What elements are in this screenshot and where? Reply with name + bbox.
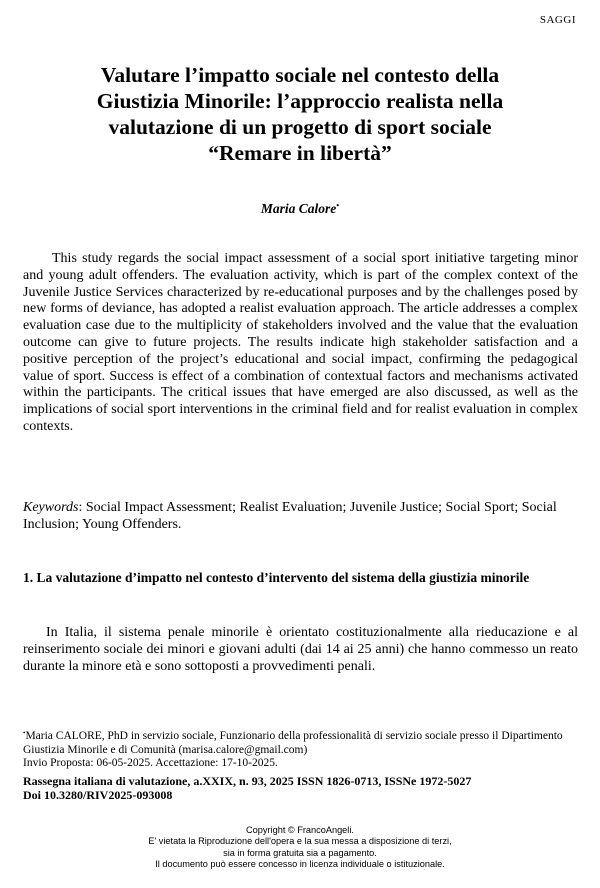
section-heading: 1. La valutazione d’impatto nel contesto d’intervento del sistema della giustizia minorile bbox=[23, 570, 530, 585]
keywords bbox=[23, 499, 578, 533]
copyright-notice bbox=[0, 825, 600, 871]
journal-doi: Doi 10.3280/RIV2025-093008 bbox=[23, 788, 173, 802]
author-byline bbox=[0, 201, 600, 217]
abstract: This study regards the social impact assessment of a social sport initiative targeting minor and young adult offenders. The evaluation activity, which is part of the complex context of the Juvenile Justice Services characterized by re-educational purposes and by the challenges posed by new forms of deviance, has adopted a realist evaluation approach. The article addresses a complex evaluation case due to the multiplicity of stakeholders involved and the value that the evaluation outcome can give to future projects. The results indicate high stakeholder satisfaction and a positive perception of the project’s educational and social impact, confirming the pedagogical value of sport. Success is effect of a combination of contextual factors and mechanisms activated within the participants. The critical issues that have emerged are also discussed, as well as the implications of social sport interventions in the criminal field and for realist evaluation in complex contexts. bbox=[23, 251, 578, 434]
title-line: Giustizia Minorile: l’approccio realista nella bbox=[96, 89, 504, 113]
title-line: valutazione di un progetto di sport sociale bbox=[108, 115, 492, 139]
copyright-line: Copyright © FrancoAngeli. bbox=[246, 825, 354, 835]
author-name: Maria Calore bbox=[260, 201, 337, 216]
article-title bbox=[40, 62, 560, 166]
author-footnote bbox=[23, 727, 578, 771]
author-footnote-mark: • bbox=[336, 201, 340, 210]
copyright-line: Il documento può essere concesso in licenza individuale o istituzionale. bbox=[155, 859, 445, 870]
keywords-label: Keywords bbox=[23, 500, 79, 515]
title-line: “Remare in libertà” bbox=[208, 141, 392, 165]
footnote-dates: Invio Proposta: 06-05-2025. Accettazione: 17-10-2025. bbox=[23, 757, 278, 770]
title-line: Valutare l’impatto sociale nel contesto della bbox=[100, 63, 500, 87]
copyright-line: sia in forma gratuita sia a pagamento. bbox=[223, 847, 377, 858]
keywords-list: : Social Impact Assessment; Realist Evaluation; Juvenile Justice; Social Sport; Social Inclusion; Young Offenders. bbox=[23, 500, 557, 532]
copyright-line: E' vietata la Riproduzione dell'opera e la sua messa a disposizione di terzi, bbox=[148, 836, 452, 847]
running-head: SAGGI bbox=[539, 14, 576, 26]
footnote-affiliation: Maria CALORE, PhD in servizio sociale, Funzionario della professionalità di servizio sociale presso il Dipartimento Giustizia Minorile e di Comunità (marisa.calore@gmail.com) bbox=[23, 730, 563, 756]
footnote-mark: • bbox=[23, 729, 26, 737]
journal-citation bbox=[23, 774, 578, 802]
body-paragraph: In Italia, il sistema penale minorile è orientato costituzionalmente alla rieducazione e al reinserimento sociale dei minori e giovani adulti (dai 14 ai 25 anni) che hanno commesso un reato durante la minore età e sono sottoposti a provvedimenti penali. bbox=[23, 625, 578, 674]
journal-issue: Rassegna italiana di valutazione, a.XXIX, n. 93, 2025 ISSN 1826-0713, ISSNe 1972-5027 bbox=[23, 774, 472, 788]
